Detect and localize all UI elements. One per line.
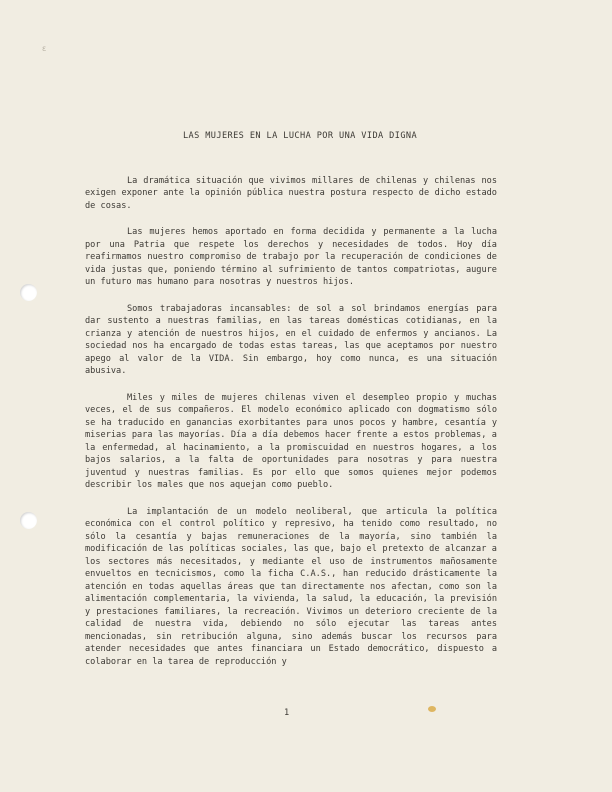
stain-mark [428,706,436,712]
paragraph: Somos trabajadoras incansables: de sol a sol brindamos energías para dar sustento a nuestras familias, en las tareas domésticas cotidianas, en la crianza y atención de nuestros hijos, en el cuidado de enfermos y ancianos. La sociedad nos ha encargado de todas estas tareas, las que aceptamos por nuestro apego al valor de la VIDA. Sin embargo, hoy como nunca, es una situación abusiva. [85,303,497,376]
document-title: LAS MUJERES EN LA LUCHA POR UNA VIDA DIGNA [182,131,418,141]
corner-mark: ε [42,44,47,53]
document-body [85,130,497,682]
punch-hole [20,284,37,301]
punch-hole [20,512,37,529]
paragraph: Miles y miles de mujeres chilenas viven el desempleo propio y muchas veces, el de sus compañeros. El modelo económico aplicado con dogmatismo sólo se ha traducido en ganancias exorbitantes para unos pocos y hambre, cesantía y miserias para las mayorías. Día a día debemos hacer frente a estos problemas, a la enfermedad, al hacinamiento, a la promiscuidad en nuestros hogares, a los bajos salarios, a la falta de oportunidades para nosotras y para nuestra juventud y nuestras familias. Es por ello que somos quienes mejor podemos describir los males que nos aquejan como pueblo. [85,392,497,490]
paragraph: Las mujeres hemos aportado en forma decidida y permanente a la lucha por una Patria que respete los derechos y necesidades de todos. Hoy día reafirmamos nuestro compromiso de trabajo por la recuperación de condiciones de vida justas que, poniendo término al sufrimiento de tantos compatriotas, augure un futuro mas humano para nosotras y nuestros hijos. [85,227,497,287]
page-number: 1 [284,708,290,718]
paragraph: La dramática situación que vivimos millares de chilenas y chilenas nos exigen exponer ante la opinión pública nuestra postura respecto de dicho estado de cosas. [85,175,497,211]
paragraph: La implantación de un modelo neoliberal, que articula la política económica con el control político y represivo, ha tenido como resultado, no sólo la cesantía y bajas remuneraciones de la mayoría, sino también la modificación de las políticas sociales, las que, bajo el pretexto de alcanzar a los sectores más necesitados, y mediante el uso de instrumentos mañosamente envueltos en tecnicismos, como la ficha C.A.S., han reducido drásticamente la atención en todas aquellas áreas que tan directamente nos afectan, como son la alimentación complementaria, la vivienda, la salud, la educación, la previsión y prestaciones familiares, la recreación. Vivimos un deterioro creciente de la calidad de nuestra vida, debiendo no sólo ejecutar las tareas antes mencionadas, sin retribución alguna, sino además buscar los recursos para atender necesidades que antes financiara un Estado democrático, dispuesto a colaborar en la tarea de reproducción y [85,506,497,667]
